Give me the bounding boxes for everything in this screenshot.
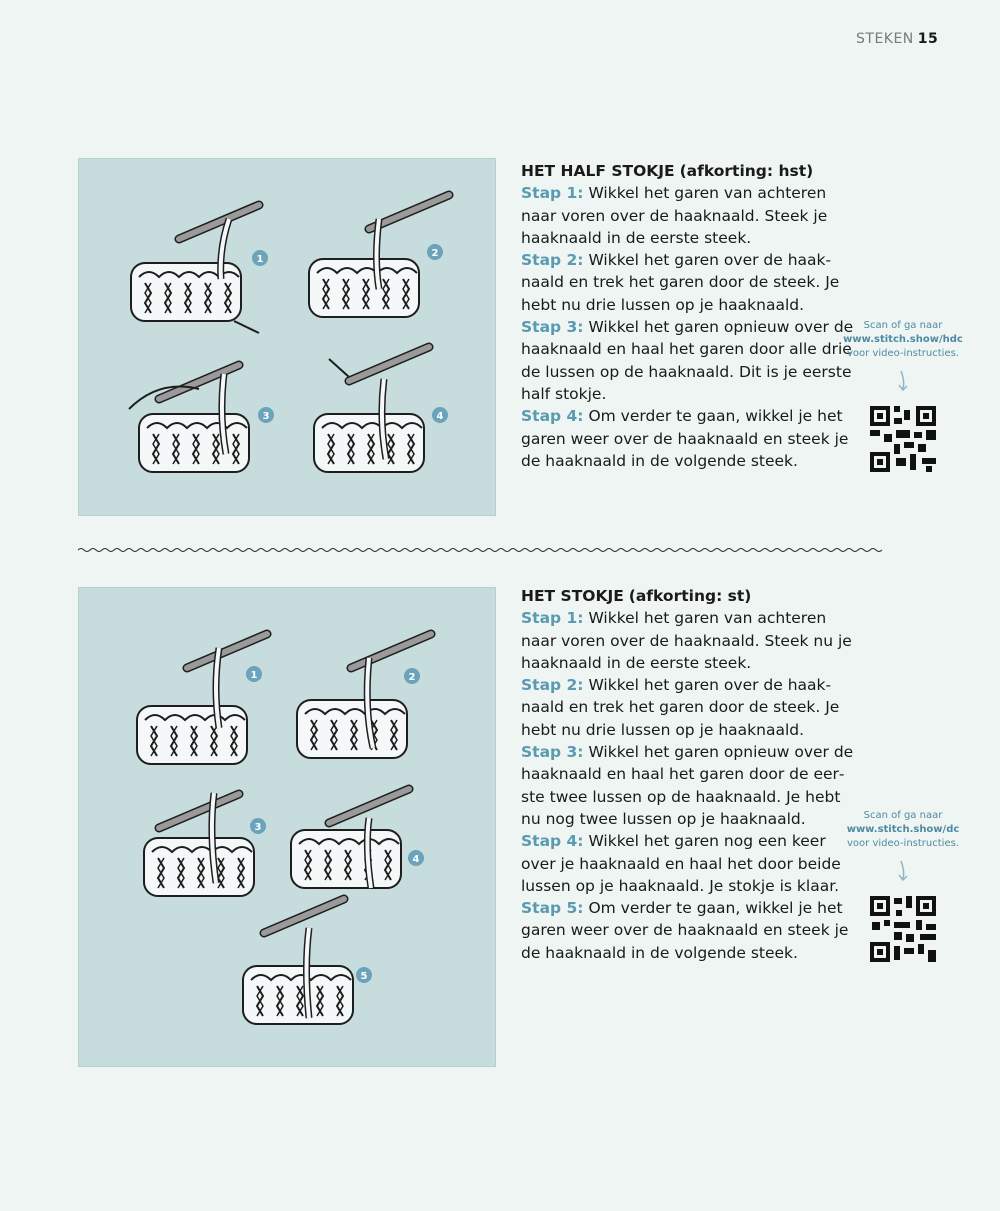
qr-intro: Scan of ga naar: [863, 320, 943, 331]
step-4: Stap 4: Om verder te gaan, wikkel je het garen weer over de haaknaald en steek je de haaknaald in de volgende steek.: [521, 407, 849, 470]
half-stitch-illustration-panel: [78, 158, 496, 516]
step-5: Stap 5: Om verder te gaan, wikkel je het garen weer over de haaknaald en steek je de haaknaald in de volgende steek.: [521, 899, 849, 962]
section-name: STEKEN: [856, 31, 914, 47]
page-number: 15: [917, 31, 939, 47]
qr-intro: Scan of ga naar: [863, 810, 943, 821]
stitch-qr-info: [843, 809, 963, 964]
arrow-down-icon: [893, 369, 913, 393]
fig-badge-1: 1: [256, 254, 264, 265]
stitch-instructions: [521, 585, 861, 964]
step-4: Stap 4: Wikkel het garen nog een keer over je haaknaald en haal het door beide lussen op je haaknaald. Je stokje is klaar.: [521, 832, 841, 895]
fig-badge-1: 1: [250, 670, 258, 681]
step-2: Stap 2: Wikkel het garen over de haaknaald en trek het garen door de steek. Je hebt nu drie lussen op je haaknaald.: [521, 251, 840, 314]
running-header: [856, 31, 938, 47]
half-stitch-qr-info: [843, 319, 963, 474]
half-stitch-instructions: [521, 160, 861, 472]
step-3: Stap 3: Wikkel het garen opnieuw over de haaknaald en haal het garen door de eerste twee lussen op de haaknaald. Je hebt nu nog twee lussen op je haaknaald.: [521, 743, 854, 828]
stitch-illustration-panel: [78, 587, 496, 1067]
step-1: Stap 1: Wikkel het garen van achteren naar voren over de haaknaald. Steek nu je haaknaald in de eerste steek.: [521, 609, 852, 672]
half-stitch-illustrations: [79, 159, 495, 515]
qr-code-icon[interactable]: [868, 894, 938, 964]
fig-badge-2: 2: [431, 248, 439, 259]
step-1: Stap 1: Wikkel het garen van achteren naar voren over de haaknaald. Steek je haaknaald in de eerste steek.: [521, 184, 828, 247]
stitch-illustrations: [79, 588, 495, 1066]
step-2: Stap 2: Wikkel het garen over de haaknaald en trek het garen door de steek. Je hebt nu drie lussen op je haaknaald.: [521, 676, 840, 739]
section-divider: [78, 545, 934, 555]
fig-badge-3: 3: [262, 411, 270, 422]
qr-outro: voor video-instructies.: [847, 348, 959, 359]
section-title: HET HALF STOKJE (afkorting: hst): [521, 162, 814, 180]
qr-code-icon[interactable]: [868, 404, 938, 474]
arrow-down-icon: [893, 859, 913, 883]
qr-url[interactable]: www.stitch.show/hdc: [843, 334, 963, 345]
fig-badge-5: 5: [360, 971, 368, 982]
qr-url[interactable]: www.stitch.show/dc: [846, 824, 960, 835]
fig-badge-3: 3: [254, 822, 262, 833]
fig-badge-4: 4: [412, 854, 420, 865]
step-3: Stap 3: Wikkel het garen opnieuw over de haaknaald en haal het garen door alle drie de lussen op de haaknaald. Dit is je eerste half stokje.: [521, 318, 854, 403]
fig-badge-4: 4: [436, 411, 444, 422]
qr-outro: voor video-instructies.: [847, 838, 959, 849]
section-title: HET STOKJE (afkorting: st): [521, 587, 752, 605]
fig-badge-2: 2: [408, 672, 416, 683]
